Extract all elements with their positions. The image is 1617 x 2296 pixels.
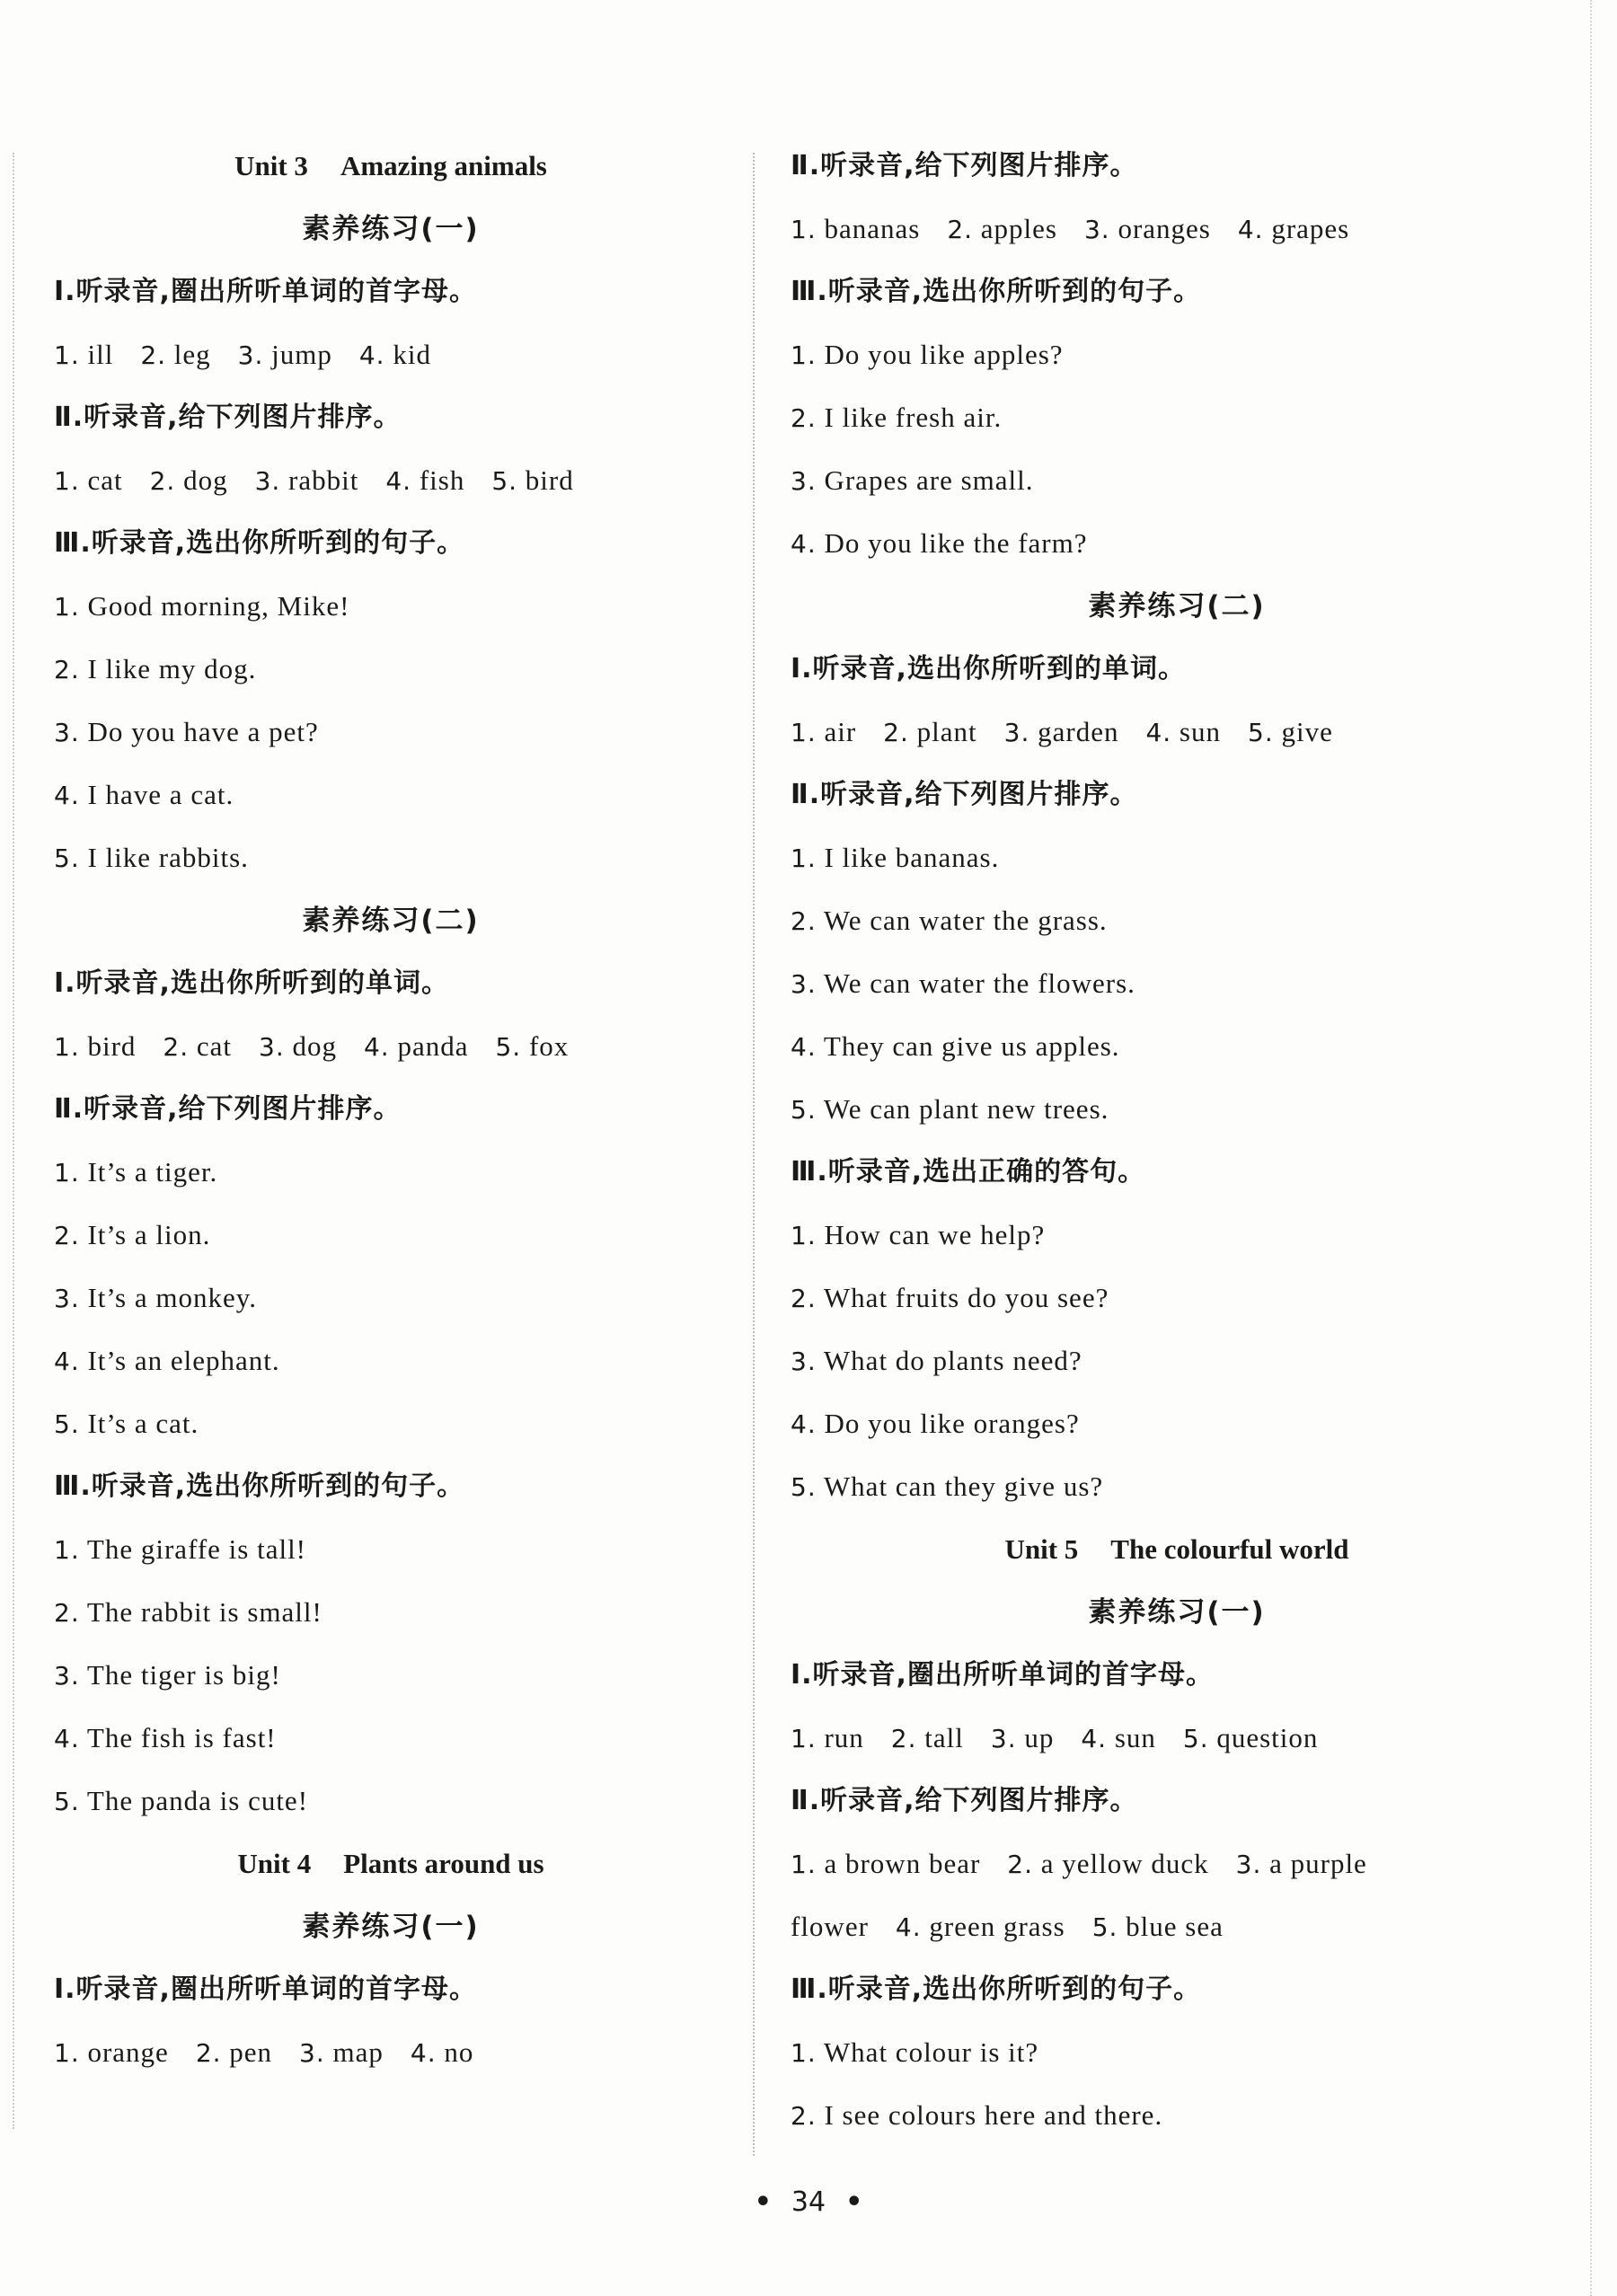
column-divider (753, 153, 755, 2156)
page-number: • 34 • (754, 2186, 863, 2218)
right-column (791, 135, 1563, 2147)
list-item: 4. The fish is fast! (54, 1722, 277, 1753)
list-item: 1. What colour is it? (791, 2036, 1039, 2068)
list-item: 5. I like rabbits. (54, 842, 249, 873)
list-item: 2. The rabbit is small! (54, 1596, 323, 1628)
list-item: 1. It’s a tiger. (54, 1156, 218, 1188)
list-item: 2. I like my dog. (54, 653, 257, 684)
list-item: 1. I like bananas. (791, 842, 1000, 873)
word-list-continued: flower 4. green grass 5. blue sea (791, 1911, 1224, 1942)
practice-heading: 素养练习(一) (1088, 1596, 1266, 1629)
list-item: 5. We can plant new trees. (791, 1093, 1109, 1125)
list-item: 2. I see colours here and there. (791, 2099, 1163, 2131)
list-item: 4. Do you like oranges? (791, 1408, 1080, 1439)
list-item: 4. Do you like the farm? (791, 527, 1088, 559)
left-binding-edge (13, 153, 14, 2129)
section-title: Ⅱ.听录音,给下列图片排序。 (791, 1785, 1138, 1816)
list-item: 1. Do you like apples? (791, 339, 1064, 370)
list-item: 1. Good morning, Mike! (54, 590, 350, 622)
list-item: 2. I like fresh air. (791, 402, 1003, 433)
section-title: Ⅱ.听录音,给下列图片排序。 (791, 779, 1138, 810)
section-title: Ⅰ.听录音,选出你所听到的单词。 (791, 653, 1186, 684)
word-list: 1. run 2. tall 3. up 4. sun 5. question (791, 1722, 1319, 1753)
list-item: 3. It’s a monkey. (54, 1282, 257, 1313)
list-item: 5. The panda is cute! (54, 1785, 309, 1816)
section-title: Ⅱ.听录音,给下列图片排序。 (54, 402, 402, 433)
word-list: 1. bananas 2. apples 3. oranges 4. grapes (791, 213, 1350, 244)
word-list: 1. cat 2. dog 3. rabbit 4. fish 5. bird (54, 464, 574, 496)
practice-heading: 素养练习(一) (302, 213, 480, 245)
word-list: 1. bird 2. cat 3. dog 4. panda 5. fox (54, 1030, 570, 1062)
unit-4-heading: Unit 4 Plants around us (237, 1848, 544, 1879)
section-title: Ⅰ.听录音,选出你所听到的单词。 (54, 967, 449, 999)
section-title: Ⅲ.听录音,选出正确的答句。 (791, 1156, 1146, 1188)
list-item: 1. The giraffe is tall! (54, 1533, 307, 1565)
list-item: 3. Do you have a pet? (54, 716, 319, 747)
word-list: 1. orange 2. pen 3. map 4. no (54, 2036, 474, 2068)
practice-heading: 素养练习(二) (302, 905, 480, 937)
list-item: 5. What can they give us? (791, 1470, 1104, 1502)
practice-heading: 素养练习(二) (1088, 590, 1266, 623)
left-column (54, 135, 728, 2084)
section-title: Ⅰ.听录音,圈出所听单词的首字母。 (54, 276, 477, 307)
list-item: 3. What do plants need? (791, 1345, 1082, 1376)
word-list: 1. ill 2. leg 3. jump 4. kid (54, 339, 431, 370)
list-item: 3. The tiger is big! (54, 1659, 281, 1691)
list-item: 2. We can water the grass. (791, 905, 1108, 936)
unit-5-heading: Unit 5 The colourful world (1004, 1533, 1349, 1565)
section-title: Ⅲ.听录音,选出你所听到的句子。 (54, 1470, 465, 1502)
section-title: Ⅲ.听录音,选出你所听到的句子。 (54, 527, 465, 559)
right-binding-edge (1590, 0, 1592, 2296)
list-item: 2. What fruits do you see? (791, 1282, 1109, 1313)
word-list: 1. a brown bear 2. a yellow duck 3. a purple (791, 1848, 1367, 1879)
word-list: 1. air 2. plant 3. garden 4. sun 5. give (791, 716, 1333, 747)
section-title: Ⅲ.听录音,选出你所听到的句子。 (791, 276, 1202, 307)
list-item: 1. How can we help? (791, 1219, 1046, 1250)
list-item: 4. It’s an elephant. (54, 1345, 280, 1376)
list-item: 3. We can water the flowers. (791, 967, 1135, 999)
list-item: 4. They can give us apples. (791, 1030, 1120, 1062)
practice-heading: 素养练习(一) (302, 1911, 480, 1943)
list-item: 3. Grapes are small. (791, 464, 1034, 496)
section-title: Ⅰ.听录音,圈出所听单词的首字母。 (54, 1974, 477, 2005)
unit-3-heading: Unit 3 Amazing animals (234, 150, 547, 181)
section-title: Ⅱ.听录音,给下列图片排序。 (791, 150, 1138, 181)
section-title: Ⅰ.听录音,圈出所听单词的首字母。 (791, 1659, 1214, 1691)
section-title: Ⅲ.听录音,选出你所听到的句子。 (791, 1974, 1202, 2005)
list-item: 5. It’s a cat. (54, 1408, 199, 1439)
list-item: 4. I have a cat. (54, 779, 234, 810)
section-title: Ⅱ.听录音,给下列图片排序。 (54, 1093, 402, 1125)
list-item: 2. It’s a lion. (54, 1219, 211, 1250)
